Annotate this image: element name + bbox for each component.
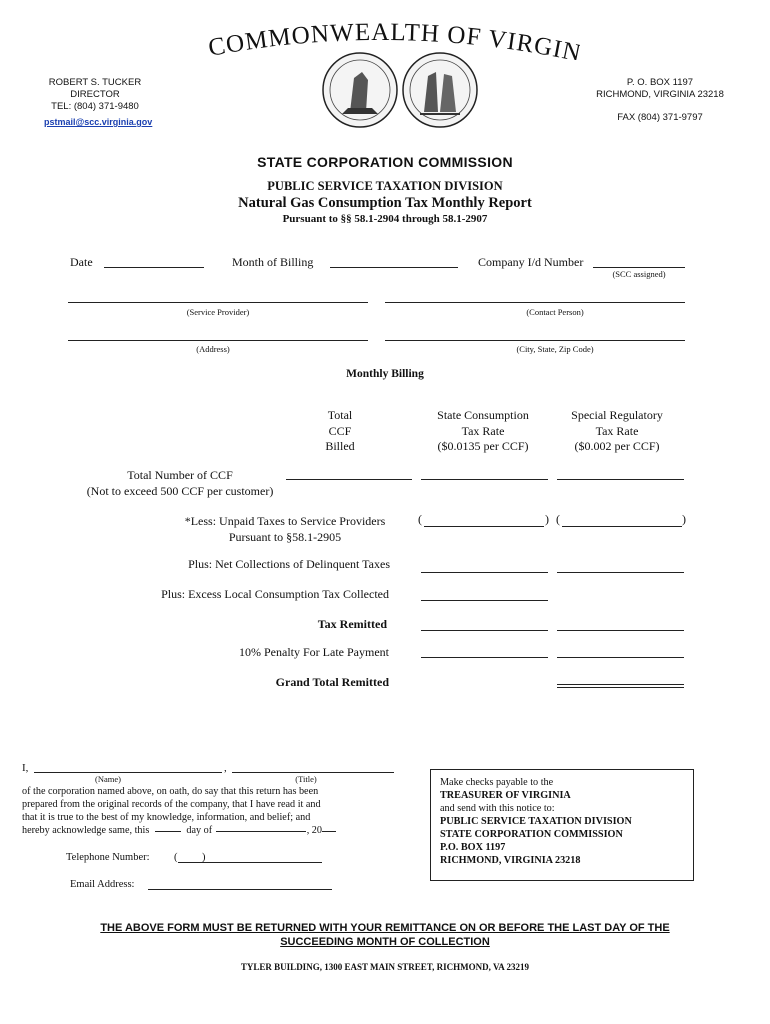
grand-total-field[interactable] — [557, 684, 684, 685]
tel-paren-open: ( — [174, 852, 178, 863]
paren-open-regulatory: ( — [556, 512, 560, 526]
total-ccf-regulatory-field[interactable] — [557, 479, 684, 480]
po-box: P. O. BOX 1197 — [626, 77, 694, 88]
address-label: (Address) — [196, 344, 230, 354]
month-field[interactable] — [330, 267, 458, 268]
director-tel: TEL: (804) 371-9480 — [51, 101, 139, 112]
oath-month-field[interactable] — [216, 831, 306, 832]
city-state-zip-label: (City, State, Zip Code) — [516, 344, 594, 354]
col-regulatory-tax-header: Special Regulatory Tax Rate ($0.002 per CCF) — [571, 408, 663, 453]
pursuant-subtitle: Pursuant to §§ 58.1-2904 through 58.1-2907 — [282, 213, 488, 225]
penalty-label: 10% Penalty For Late Payment — [239, 645, 389, 659]
payment-instructions: Make checks payable to the TREASURER OF VIRGINIA and send with this notice to: PUBLIC SERVICE TAXATION DIVISION STATE CORPORATION COMMISSION P.O. BOX 1197 RICHMOND, VIRGINIA 23218 — [440, 777, 632, 866]
agency-title: STATE CORPORATION COMMISSION — [257, 154, 513, 170]
unpaid-state-field[interactable] — [424, 526, 544, 527]
email-link[interactable]: pstmail@scc.virginia.gov — [44, 117, 153, 127]
oath-year-field[interactable] — [322, 831, 336, 832]
grand-total-double-line — [557, 687, 684, 688]
address-field[interactable] — [68, 340, 368, 341]
date-field[interactable] — [104, 267, 204, 268]
col-total-ccf-header: Total CCF Billed — [325, 408, 355, 453]
paren-close-regulatory: ) — [682, 512, 686, 526]
return-notice: THE ABOVE FORM MUST BE RETURNED WITH YOUR REMITTANCE ON OR BEFORE THE LAST DAY OF THE SUCCEEDING MONTH OF COLLECTION — [100, 922, 670, 948]
unpaid-regulatory-field[interactable] — [562, 526, 682, 527]
fax-number: FAX (804) 371-9797 — [617, 112, 703, 123]
city-state-zip-field[interactable] — [385, 340, 685, 341]
tel-paren-close: ) — [202, 852, 206, 863]
service-provider-label: (Service Provider) — [186, 307, 250, 317]
service-provider-field[interactable] — [68, 302, 368, 303]
footer-address: TYLER BUILDING, 1300 EAST MAIN STREET, RICHMOND, VA 23219 — [240, 962, 530, 972]
total-ccf-billed-field[interactable] — [286, 479, 412, 480]
oath-statement: of the corporation named above, on oath, do say that this return has been prepared from the original records of the company, that I have read it and that it is true to the best of my knowledge, information, and belief; and — [22, 786, 321, 823]
tax-remitted-regulatory-field[interactable] — [557, 630, 684, 631]
director-role: DIRECTOR — [70, 89, 120, 100]
contact-person-label: (Contact Person) — [526, 307, 584, 317]
city-address: RICHMOND, VIRGINIA 23218 — [596, 89, 724, 100]
tax-remitted-label: Tax Remitted — [317, 617, 387, 631]
division-title: PUBLIC SERVICE TAXATION DIVISION — [267, 179, 503, 193]
virginia-seal — [320, 50, 480, 130]
oath-comma: , — [224, 762, 227, 774]
letterhead-text: COMMONWEALTH OF VIRGI — [206, 20, 565, 60]
delinquent-regulatory-field[interactable] — [557, 572, 684, 573]
company-id-label: Company I/d Number — [478, 255, 584, 269]
paren-close-state: ) — [545, 512, 549, 526]
monthly-billing-heading: Monthly Billing — [346, 368, 424, 380]
report-title: Natural Gas Consumption Tax Monthly Report — [238, 195, 532, 211]
company-id-field[interactable] — [593, 267, 685, 268]
director-name: ROBERT S. TUCKER — [48, 77, 142, 88]
plus-excess-label: Plus: Excess Local Consumption Tax Collected — [161, 587, 389, 601]
paren-open-state: ( — [418, 512, 422, 526]
oath-i: I, — [22, 762, 29, 774]
grand-total-label: Grand Total Remitted — [275, 675, 389, 689]
penalty-regulatory-field[interactable] — [557, 657, 684, 658]
tax-remitted-state-field[interactable] — [421, 630, 548, 631]
email-label: Email Address: — [70, 879, 135, 890]
plus-delinquent-label: Plus: Net Collections of Delinquent Taxes — [188, 557, 390, 571]
delinquent-state-field[interactable] — [421, 572, 548, 573]
contact-person-field[interactable] — [385, 302, 685, 303]
less-unpaid-label: *Less: Unpaid Taxes to Service Providers Pursuant to §58.1-2905 — [184, 514, 386, 544]
oath-day-field[interactable] — [155, 831, 181, 832]
oath-title-label: (Title) — [295, 774, 317, 784]
oath-name-label: (Name) — [95, 774, 121, 784]
month-label: Month of Billing — [232, 255, 314, 269]
date-label: Date — [70, 255, 93, 269]
total-ccf-state-field[interactable] — [421, 479, 548, 480]
oath-acknowledge-line: hereby acknowledge same, this day of , 20 — [22, 825, 336, 836]
total-ccf-label: Total Number of CCF (Not to exceed 500 CCF per customer) — [86, 468, 274, 498]
scc-assigned-label: (SCC assigned) — [612, 269, 666, 279]
telephone-field[interactable] — [208, 862, 322, 863]
penalty-state-field[interactable] — [421, 657, 548, 658]
telephone-label: Telephone Number: — [66, 852, 150, 863]
email-field[interactable] — [148, 889, 332, 890]
col-state-tax-header: State Consumption Tax Rate ($0.0135 per CCF) — [437, 408, 529, 453]
oath-title-field[interactable] — [232, 772, 394, 773]
excess-state-field[interactable] — [421, 600, 548, 601]
oath-name-field[interactable] — [34, 772, 222, 773]
